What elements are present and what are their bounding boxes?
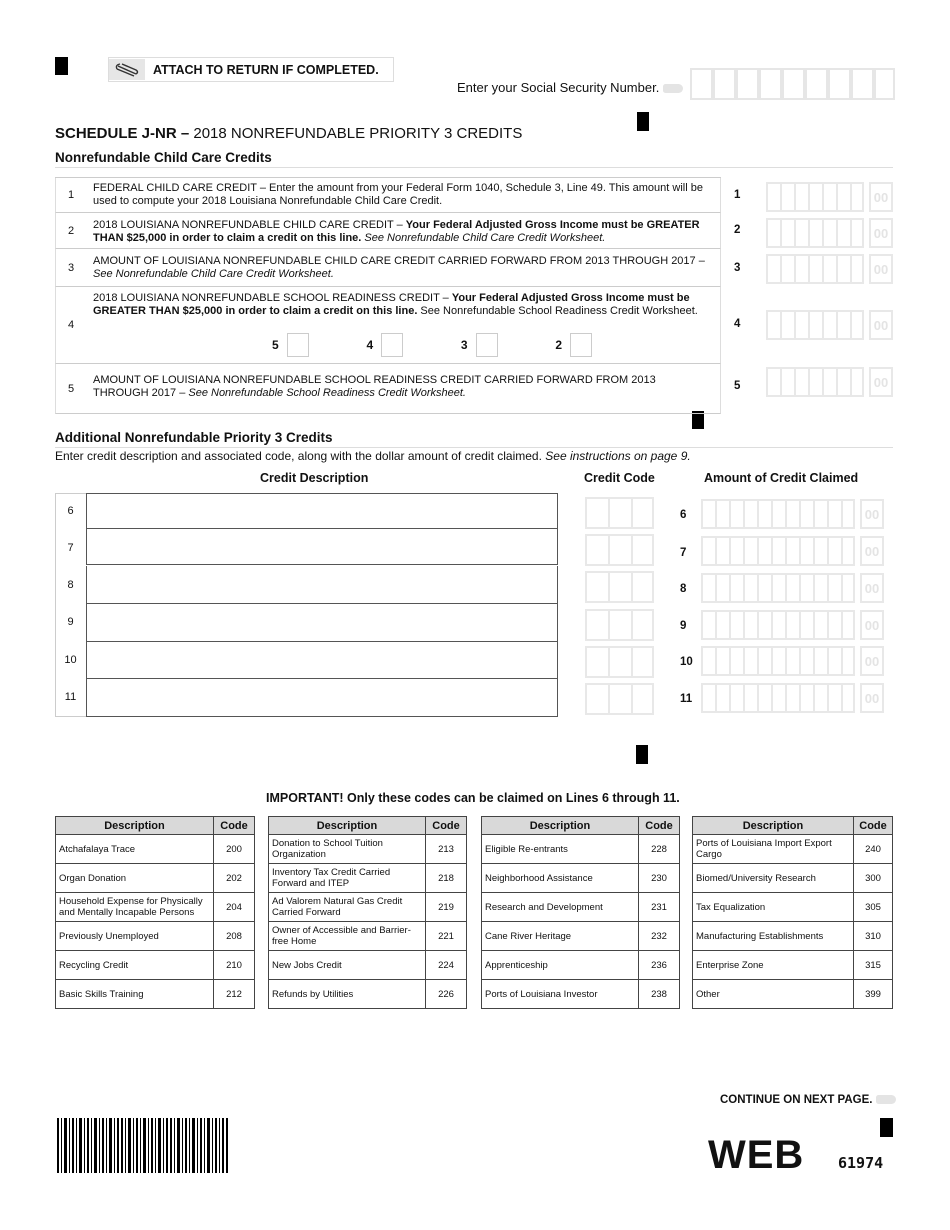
line-1-amount-input[interactable]: 00 bbox=[766, 182, 893, 212]
line-7-amount-input[interactable]: 00 bbox=[701, 536, 884, 566]
line-6-code-input[interactable] bbox=[585, 497, 654, 529]
line-9-description-input[interactable] bbox=[86, 604, 558, 642]
table-row: Neighborhood Assistance 230 bbox=[482, 864, 680, 893]
line-11-code-input[interactable] bbox=[585, 683, 654, 715]
code-table-2: Description Code Donation to School Tuition Organization 213 Inventory Tax Credit Carried Forward and ITEP 218 Ad Valorem Natural Gas Credit Carried Forward 219 Owner of Accessible and Barrier-free Home 221 New Jobs Credit 224 Refunds by Utilities 226 bbox=[268, 816, 467, 1009]
col-header-credit-code: Credit Code bbox=[584, 471, 655, 485]
attach-label: ATTACH TO RETURN IF COMPLETED. bbox=[153, 62, 379, 77]
line-number-right: 2 bbox=[734, 224, 741, 236]
code-table-3: Description Code Eligible Re-entrants 228 Neighborhood Assistance 230 Research and Development 231 Cane River Heritage 232 Apprenticeship 236 Ports of Louisiana Investor 238 bbox=[481, 816, 680, 1009]
page-title: SCHEDULE J-NR – 2018 NONREFUNDABLE PRIORITY 3 CREDITS bbox=[55, 125, 523, 142]
table-row: Ports of Louisiana Import Export Cargo 240 bbox=[693, 835, 893, 864]
star-3-checkbox[interactable] bbox=[476, 333, 498, 357]
line-number-right: 5 bbox=[734, 380, 741, 392]
line-10-code-input[interactable] bbox=[585, 646, 654, 678]
table-row: Enterprise Zone 315 bbox=[693, 951, 893, 980]
line-number-right: 4 bbox=[734, 318, 741, 330]
table-row: Tax Equalization 305 bbox=[693, 893, 893, 922]
line-9-code-input[interactable] bbox=[585, 609, 654, 641]
line-number: 11 bbox=[64, 691, 77, 703]
line-number: 9 bbox=[67, 616, 74, 628]
line-text: AMOUNT OF LOUISIANA NONREFUNDABLE CHILD CARE CREDIT CARRIED FORWARD FROM 2013 THROUGH 2017 – See Nonrefundable Child Care Credit Worksheet. bbox=[93, 255, 705, 280]
section-heading-child-care: Nonrefundable Child Care Credits bbox=[55, 150, 893, 168]
table-row: Biomed/University Research 300 bbox=[693, 864, 893, 893]
line-number-right: 8 bbox=[680, 583, 687, 595]
line-8-amount-input[interactable]: 00 bbox=[701, 573, 884, 603]
registration-mark bbox=[636, 745, 648, 764]
attach-notice bbox=[108, 57, 394, 82]
section-heading-additional-credits: Additional Nonrefundable Priority 3 Credits bbox=[55, 430, 893, 448]
line-text: FEDERAL CHILD CARE CREDIT – Enter the amount from your Federal Form 1040, Schedule 3, Line 49. This amount will be used to compute your 2018 Louisiana Nonrefundable Child Care Credit. bbox=[93, 182, 703, 207]
ssn-label: Enter your Social Security Number. bbox=[457, 80, 683, 95]
important-notice: IMPORTANT! Only these codes can be claimed on Lines 6 through 11. bbox=[266, 791, 680, 805]
table-row: Atchafalaya Trace 200 bbox=[56, 835, 255, 864]
line-7-description-input[interactable] bbox=[86, 529, 558, 565]
line-10-amount-input[interactable]: 00 bbox=[701, 646, 884, 676]
web-label: WEB bbox=[708, 1133, 805, 1177]
table-row: Household Expense for Physically and Mentally Incapable Persons 204 bbox=[56, 893, 255, 922]
table-row: Basic Skills Training 212 bbox=[56, 980, 255, 1009]
line-number: 6 bbox=[67, 505, 74, 517]
table-row: Apprenticeship 236 bbox=[482, 951, 680, 980]
code-table-4: Description Code Ports of Louisiana Import Export Cargo 240 Biomed/University Research 300 Tax Equalization 305 Manufacturing Establishments 310 Enterprise Zone 315 Other 399 bbox=[692, 816, 893, 1009]
col-header-credit-description: Credit Description bbox=[260, 471, 369, 485]
table-row: Cane River Heritage 232 bbox=[482, 922, 680, 951]
star-5-checkbox[interactable] bbox=[287, 333, 309, 357]
code-table-1: Description Code Atchafalaya Trace 200 Organ Donation 202 Household Expense for Physically and Mentally Incapable Persons 204 Previously Unemployed 208 Recycling Credit 210 Basic Skills Training 212 bbox=[55, 816, 255, 1009]
line-4-amount-input[interactable]: 00 bbox=[766, 310, 893, 340]
line-text: AMOUNT OF LOUISIANA NONREFUNDABLE SCHOOL READINESS CREDIT CARRIED FORWARD FROM 2013 THROUGH 2017 – See Nonrefundable School Readiness Credit Worksheet. bbox=[93, 374, 656, 399]
pointer-icon bbox=[876, 1095, 896, 1104]
star-4-checkbox[interactable] bbox=[381, 333, 403, 357]
pointer-icon bbox=[663, 84, 683, 93]
table-row: Inventory Tax Credit Carried Forward and ITEP 218 bbox=[269, 864, 467, 893]
registration-mark bbox=[55, 57, 68, 75]
star-2-checkbox[interactable] bbox=[570, 333, 592, 357]
line-number: 1 bbox=[67, 189, 75, 201]
line-number: 2 bbox=[67, 224, 75, 237]
table-row: Ports of Louisiana Investor 238 bbox=[482, 980, 680, 1009]
line-7-code-input[interactable] bbox=[585, 534, 654, 566]
line-11-description-input[interactable] bbox=[86, 679, 558, 717]
line-10-description-input[interactable] bbox=[86, 642, 558, 679]
line-3 bbox=[55, 249, 721, 287]
ssn-input[interactable] bbox=[690, 68, 895, 100]
line-1 bbox=[55, 178, 721, 213]
line-number: 8 bbox=[67, 579, 74, 591]
table-row: Refunds by Utilities 226 bbox=[269, 980, 467, 1009]
line-5-amount-input[interactable]: 00 bbox=[766, 367, 893, 397]
table-row: Donation to School Tuition Organization 213 bbox=[269, 835, 467, 864]
line-8-description-input[interactable] bbox=[86, 566, 558, 604]
table-row: New Jobs Credit 224 bbox=[269, 951, 467, 980]
line-number: 7 bbox=[67, 542, 74, 554]
table-row: Owner of Accessible and Barrier-free Home 221 bbox=[269, 922, 467, 951]
col-header-amount: Amount of Credit Claimed bbox=[704, 471, 859, 485]
table-row: Eligible Re-entrants 228 bbox=[482, 835, 680, 864]
line-5 bbox=[55, 364, 721, 414]
line-number: 3 bbox=[67, 261, 75, 274]
line-number-right: 6 bbox=[680, 509, 687, 521]
line-8-code-input[interactable] bbox=[585, 571, 654, 603]
table-row: Manufacturing Establishments 310 bbox=[693, 922, 893, 951]
line-number-right: 7 bbox=[680, 547, 687, 559]
line-2 bbox=[55, 213, 721, 249]
barcode-icon bbox=[57, 1118, 228, 1173]
line-text: 2018 LOUISIANA NONREFUNDABLE CHILD CARE CREDIT – Your Federal Adjusted Gross Income must be GREATER THAN $25,000 in order to claim a credit on this line. See Nonrefundable Child Care Credit Worksheet. bbox=[93, 219, 700, 244]
table-row: Previously Unemployed 208 bbox=[56, 922, 255, 951]
paperclip-icon bbox=[109, 59, 145, 80]
line-number-right: 11 bbox=[680, 693, 693, 705]
line-4 bbox=[55, 287, 721, 364]
line-number-right: 1 bbox=[734, 189, 741, 201]
line-number: 5 bbox=[67, 382, 75, 395]
table-row: Recycling Credit 210 bbox=[56, 951, 255, 980]
line-9-amount-input[interactable]: 00 bbox=[701, 610, 884, 640]
section2-instruction: Enter credit description and associated code, along with the dollar amount of credit claimed. See instructions on page 9. bbox=[55, 449, 691, 463]
form-number: 61974 bbox=[838, 1154, 884, 1172]
school-readiness-star-checkboxes: 5 4 3 2 bbox=[272, 333, 592, 357]
line-6-description-input[interactable] bbox=[86, 493, 558, 529]
table-row: Other 399 bbox=[693, 980, 893, 1009]
continue-notice: CONTINUE ON NEXT PAGE. bbox=[720, 1094, 896, 1106]
child-care-lines bbox=[55, 177, 721, 414]
table-row: Research and Development 231 bbox=[482, 893, 680, 922]
registration-mark bbox=[880, 1118, 893, 1137]
line-number-right: 9 bbox=[680, 620, 687, 632]
line-text: 2018 LOUISIANA NONREFUNDABLE SCHOOL READINESS CREDIT – Your Federal Adjusted Gross Income must be GREATER THAN $25,000 in order to claim a credit on this line. See Nonrefundable School Readiness Credit Worksheet. bbox=[93, 292, 698, 317]
table-row: Ad Valorem Natural Gas Credit Carried Forward 219 bbox=[269, 893, 467, 922]
line-number-right: 10 bbox=[680, 656, 693, 668]
registration-mark bbox=[637, 112, 649, 131]
table-row: Organ Donation 202 bbox=[56, 864, 255, 893]
line-number: 4 bbox=[67, 319, 75, 331]
line-6-amount-input[interactable]: 00 bbox=[701, 499, 884, 529]
line-number: 10 bbox=[64, 654, 77, 666]
line-3-amount-input[interactable]: 00 bbox=[766, 254, 893, 284]
row-number-column bbox=[55, 493, 86, 717]
line-2-amount-input[interactable]: 00 bbox=[766, 218, 893, 248]
line-11-amount-input[interactable]: 00 bbox=[701, 683, 884, 713]
line-number-right: 3 bbox=[734, 262, 741, 274]
